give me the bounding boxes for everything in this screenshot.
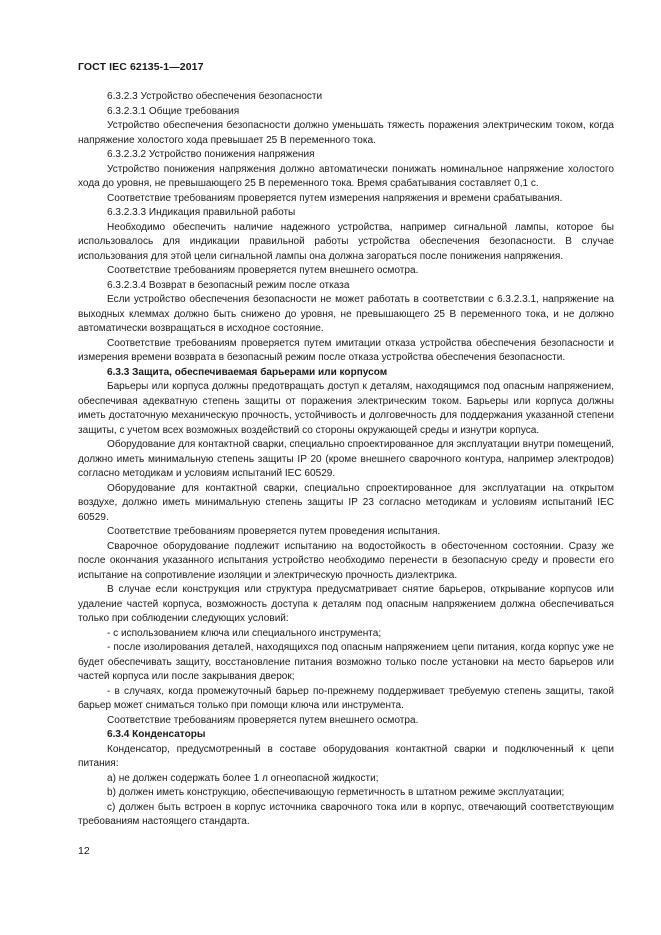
body-paragraph: Оборудование для контактной сварки, специально спроектированное для эксплуатации на открытом воздухе, должно иметь минимальную степень защиты IP 23 согласно методикам и условиям испытаний IEC 60529. <box>78 482 614 523</box>
subsection-heading: 6.3.2.3 Устройство обеспечения безопасности <box>107 91 323 102</box>
clause-heading: 6.3.2.3.3 Индикация правильной работы <box>107 207 296 218</box>
body-paragraph: Конденсатор, предусмотренный в составе оборудования контактной сварки и подключенный к цепи питания: <box>78 743 614 769</box>
compliance-note: Соответствие требованиям проверяется путем измерения напряжения и времени срабатывания. <box>107 192 563 204</box>
body-paragraph: Если устройство обеспечения безопасности не может работать в соответствии с 6.3.2.3.1, напряжение на выходных клеммах должно быть снижено до уровня, не превышающего 25 В переменного тока, и не должно автоматически возвращаться в исходное состояние. <box>78 294 614 334</box>
clause-heading: 6.3.2.3.1 Общие требования <box>107 105 240 117</box>
document-body <box>78 90 614 830</box>
list-item: - с использованием ключа или специального инструмента; <box>107 627 382 639</box>
body-paragraph: В случае если конструкция или структура предусматривает снятие барьеров, открывание корпусов или удаление частей корпуса, возможность доступа к деталям под опасным напряжением должна обеспечиваться только при соблюдении следующих условий: <box>78 584 614 624</box>
document-header: ГОСТ IEC 62135-1—2017 <box>78 61 204 73</box>
body-paragraph: Устройство обеспечения безопасности должно уменьшать тяжесть поражения электрическим током, когда напряжение холостого хода превышает 25 В переменного тока. <box>78 120 614 146</box>
section-heading: 6.3.3 Защита, обеспечиваемая барьерами или корпусом <box>107 366 388 378</box>
compliance-note: Соответствие требованиям проверяется путем имитации отказа устройства обеспечения безопасности и измерения времени возврата в безопасный режим после отказа устройства обеспечения безопасности. <box>78 337 614 363</box>
body-paragraph: Барьеры или корпуса должны предотвращать доступ к деталям, находящимся под опасным напряжением, обеспечивая адекватную степень защиты от поражения электрическим током. Барьеры или корпуса должны иметь достаточную механическую прочность, устойчивость и долговечность для поддержания указанной степени защиты, с учетом всех возможных воздействий со стороны окружающей среды и изнутри корпуса. <box>78 381 614 436</box>
page-number: 12 <box>78 845 90 857</box>
body-paragraph: Устройство понижения напряжения должно автоматически понижать номинальное напряжение холостого хода до уровня, не превышающего 25 В переменного тока. Время срабатывания составляет 0,1 с. <box>78 163 614 189</box>
section-heading: 6.3.4 Конденсаторы <box>107 729 206 740</box>
list-item: - после изолирования деталей, находящихся под опасным напряжением цепи питания, когда корпус уже не будет обеспечивать защиту, восстановление питания возможно только после установки на место барьеров или частей корпуса или после закрывания дверок; <box>78 642 614 682</box>
list-item: b) должен иметь конструкцию, обеспечивающую герметичность в штатном режиме эксплуатации; <box>107 787 565 798</box>
list-item: - в случаях, когда промежуточный барьер по-прежнему поддерживает требуемую степень защиты, такой барьер может сниматься только при помощи ключа или инструмента. <box>78 685 614 711</box>
body-paragraph: Необходимо обеспечить наличие надежного устройства, например сигнальной лампы, которое бы использовалось для индикации правильной работы устройства обеспечения безопасности. В случае использования для этой цели сигнальной лампы она должна загораться после понижения напряжения. <box>78 221 614 262</box>
body-paragraph: Оборудование для контактной сварки, специально спроектированное для эксплуатации внутри помещений, должно иметь минимальную степень защиты IP 20 (кроме внешнего сварочного контура, например электродов) согласно методикам и условиям испытаний IEC 60529. <box>78 439 614 479</box>
body-paragraph: Сварочное оборудование подлежит испытанию на водостойкость в обесточенном состоянии. Сразу же после окончания указанного испытания устройство необходимо перенести в безопасную среду и провести его испытание на сопротивление изоляции и электрическую прочность диэлектрика. <box>78 540 614 581</box>
compliance-note: Соответствие требованиям проверяется путем проведения испытания. <box>107 526 441 537</box>
clause-heading: 6.3.2.3.4 Возврат в безопасный режим после отказа <box>107 279 350 291</box>
compliance-note: Соответствие требованиям проверяется путем внешнего осмотра. <box>107 714 419 726</box>
list-item: a) не должен содержать более 1 л огнеопасной жидкости; <box>107 772 379 784</box>
list-item: c) должен быть встроен в корпус источника сварочного тока или в корпус, отвечающий соответствующим требованиям настоящего стандарта. <box>78 801 614 827</box>
clause-heading: 6.3.2.3.2 Устройство понижения напряжения <box>107 149 315 160</box>
compliance-note: Соответствие требованиям проверяется путем внешнего осмотра. <box>107 265 419 276</box>
